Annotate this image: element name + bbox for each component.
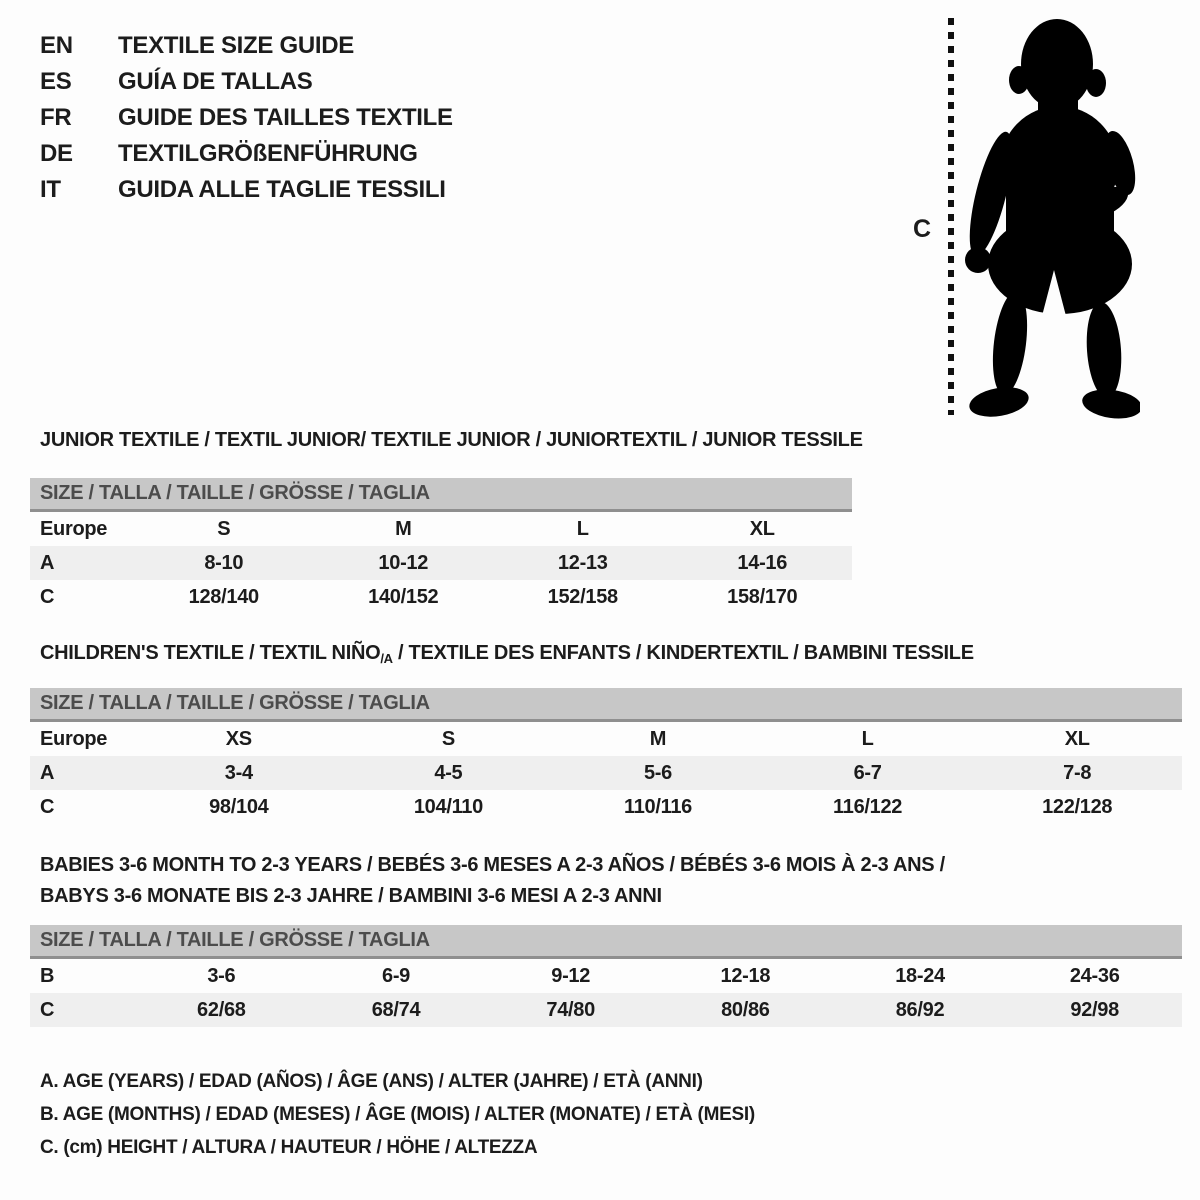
size-cell: XL	[1064, 727, 1090, 750]
junior-section-title: JUNIOR TEXTILE / TEXTIL JUNIOR/ TEXTILE JUNIOR / JUNIORTEXTIL / JUNIOR TESSILE	[40, 429, 863, 451]
height-cell: 68/74	[371, 998, 421, 1021]
size-header-band	[30, 478, 852, 512]
language-row-en	[40, 28, 453, 64]
age-cell: 5-6	[643, 761, 672, 784]
age-cell: 12-13	[557, 551, 608, 574]
measurement-legend	[40, 1071, 755, 1170]
babies-size-table	[30, 925, 1182, 1027]
row-label: C	[40, 998, 55, 1021]
size-header-label: SIZE / TALLA / TAILLE / GRÖSSE / TAGLIA	[40, 482, 430, 504]
row-label: C	[40, 585, 55, 608]
babies-section-title-line1: BABIES 3-6 MONTH TO 2-3 YEARS / BEBÉS 3-6 MESES A 2-3 AÑOS / BÉBÉS 3-6 MOIS À 2-3 ANS /	[40, 854, 945, 876]
height-cell: 86/92	[895, 998, 945, 1021]
language-row-it	[40, 172, 453, 208]
language-label: GUIDE DES TAILLES TEXTILE	[118, 104, 453, 131]
age-cell: 6-9	[382, 964, 411, 987]
size-header-band	[30, 688, 1182, 722]
size-cell: S	[217, 517, 231, 540]
size-cell: M	[395, 517, 412, 540]
age-cell: 8-10	[204, 551, 244, 574]
size-header-label: SIZE / TALLA / TAILLE / GRÖSSE / TAGLIA	[40, 692, 430, 714]
language-code: DE	[40, 140, 73, 167]
height-cell: 158/170	[727, 585, 798, 608]
age-cell: 10-12	[378, 551, 429, 574]
row-label: Europe	[40, 517, 108, 540]
language-label: TEXTILE SIZE GUIDE	[118, 32, 354, 59]
height-cell: 110/116	[623, 795, 692, 818]
size-cell: XS	[225, 727, 252, 750]
table-row-europe	[30, 512, 852, 546]
age-cell: 9-12	[551, 964, 591, 987]
height-measure-label: C	[913, 215, 931, 243]
height-cell: 152/158	[547, 585, 618, 608]
age-cell: 6-7	[853, 761, 882, 784]
row-label: Europe	[40, 727, 108, 750]
size-cell: L	[576, 517, 589, 540]
table-row-age-months	[30, 959, 1182, 993]
toddler-silhouette	[962, 12, 1140, 420]
age-cell: 3-4	[224, 761, 253, 784]
children-section-title	[40, 642, 974, 666]
height-cell: 104/110	[413, 795, 483, 818]
junior-size-table	[30, 478, 852, 614]
size-cell: L	[861, 727, 874, 750]
age-cell: 7-8	[1063, 761, 1092, 784]
legend-line-a: A. AGE (YEARS) / EDAD (AÑOS) / ÂGE (ANS) / ALTER (JAHRE) / ETÀ (ANNI)	[40, 1071, 703, 1092]
language-code: FR	[40, 104, 72, 131]
language-code: ES	[40, 68, 72, 95]
table-row-age	[30, 756, 1182, 790]
table-row-age	[30, 546, 852, 580]
row-label: C	[40, 795, 55, 818]
row-label: A	[40, 761, 55, 784]
language-row-de	[40, 136, 453, 172]
table-row-europe	[30, 722, 1182, 756]
age-cell: 12-18	[720, 964, 771, 987]
height-cell: 74/80	[546, 998, 595, 1021]
age-cell: 18-24	[895, 964, 945, 987]
size-cell: S	[441, 727, 455, 750]
height-cell: 122/128	[1042, 795, 1113, 818]
height-cell: 92/98	[1070, 998, 1119, 1021]
language-label: GUIDA ALLE TAGLIE TESSILI	[118, 176, 446, 203]
table-row-height	[30, 993, 1182, 1027]
height-cell: 140/152	[368, 585, 439, 608]
size-header-band	[30, 925, 1182, 959]
size-header-label: SIZE / TALLA / TAILLE / GRÖSSE / TAGLIA	[40, 929, 430, 951]
age-cell: 4-5	[434, 761, 463, 784]
row-label: A	[40, 551, 55, 574]
height-measure-dashed-line	[948, 18, 954, 415]
legend-line-b: B. AGE (MONTHS) / EDAD (MESES) / ÂGE (MOIS) / ALTER (MONATE) / ETÀ (MESI)	[40, 1104, 755, 1125]
language-row-es	[40, 64, 453, 100]
table-row-height	[30, 790, 1182, 824]
age-cell: 3-6	[207, 964, 236, 987]
size-cell: XL	[749, 517, 775, 540]
legend-line-c: C. (cm) HEIGHT / ALTURA / HAUTEUR / HÖHE / ALTEZZA	[40, 1137, 538, 1158]
language-code: EN	[40, 32, 73, 59]
children-size-table	[30, 688, 1182, 824]
height-cell: 128/140	[188, 585, 259, 608]
children-title-pre: CHILDREN'S TEXTILE / TEXTIL NIÑO	[40, 642, 381, 664]
height-cell: 116/122	[833, 795, 903, 818]
language-label: GUÍA DE TALLAS	[118, 68, 313, 95]
babies-section-title-line2: BABYS 3-6 MONATE BIS 2-3 JAHRE / BAMBINI 3-6 MESI A 2-3 ANNI	[40, 885, 662, 907]
height-cell: 80/86	[721, 998, 770, 1021]
age-cell: 24-36	[1069, 964, 1120, 987]
children-title-sub: /A	[380, 651, 393, 666]
row-label: B	[40, 964, 55, 987]
height-cell: 62/68	[197, 998, 246, 1021]
size-cell: M	[649, 727, 667, 750]
table-row-height	[30, 580, 852, 614]
language-title-list	[40, 28, 453, 208]
height-cell: 98/104	[209, 795, 269, 818]
language-row-fr	[40, 100, 453, 136]
children-title-post: / TEXTILE DES ENFANTS / KINDERTEXTIL / BAMBINI TESSILE	[392, 642, 974, 664]
language-label: TEXTILGRÖßENFÜHRUNG	[118, 140, 418, 167]
language-code: IT	[40, 176, 61, 203]
age-cell: 14-16	[737, 551, 788, 574]
